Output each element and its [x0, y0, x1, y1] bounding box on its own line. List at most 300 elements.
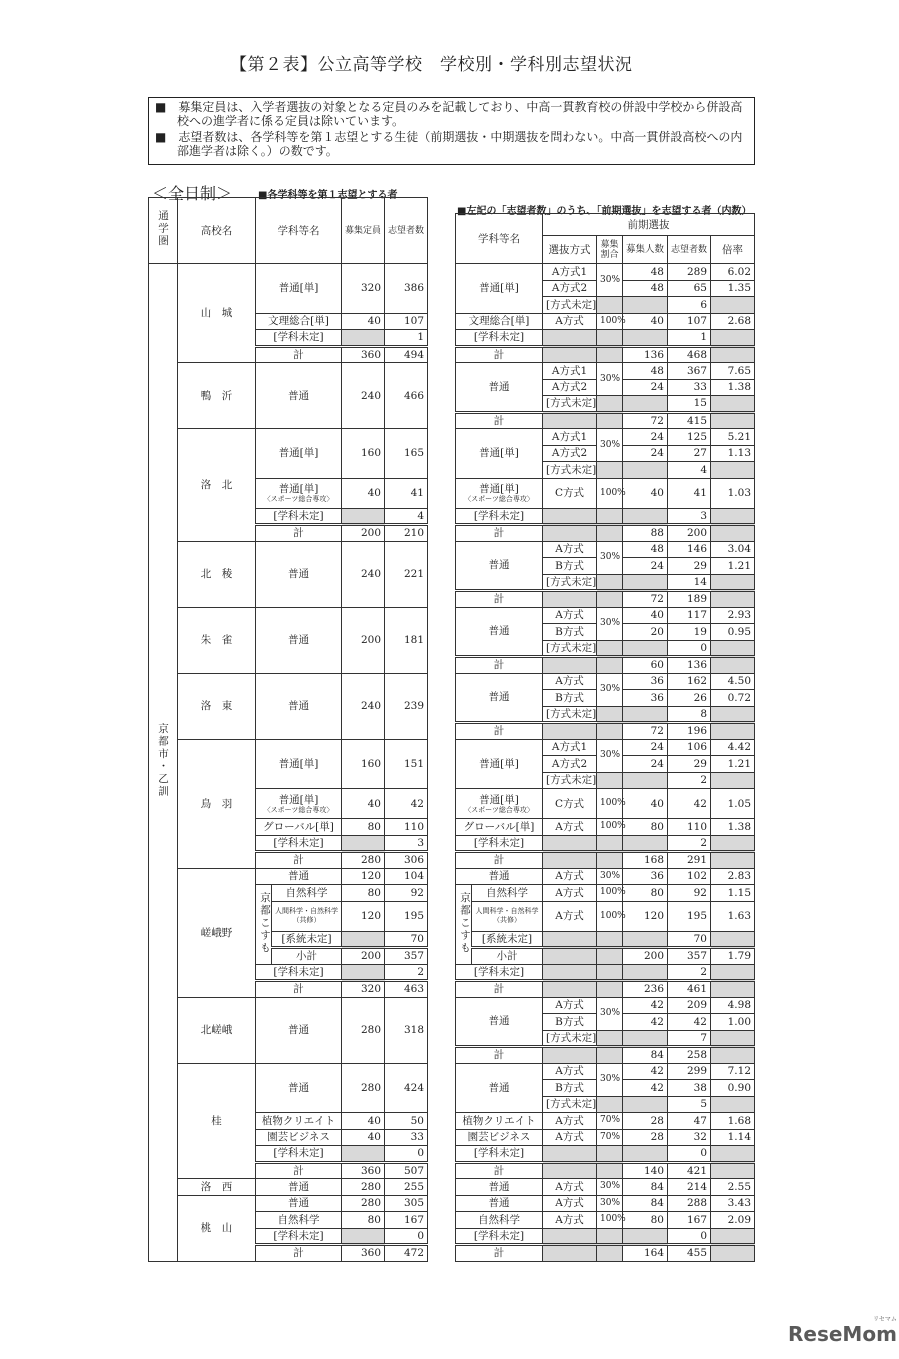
selection-method: A方式2 [543, 756, 597, 773]
rate-value: 1.68 [711, 1113, 755, 1130]
applicants-value: 14 [668, 574, 711, 591]
selection-method: A方式 [543, 885, 597, 902]
total-capacity: 200 [342, 525, 385, 542]
ratio-value [597, 835, 623, 852]
total-capacity: 280 [342, 852, 385, 869]
selection-method: A方式 [543, 901, 597, 931]
applicants-value: 289 [668, 264, 711, 281]
applicants-value: 424 [385, 1063, 428, 1113]
quota-value: 80 [623, 885, 668, 902]
ratio-value: 100% [597, 789, 623, 819]
capacity-value: 160 [342, 739, 385, 789]
ratio-value: 30% [597, 363, 623, 396]
quota-value: 42 [623, 1080, 668, 1097]
applicants-value: 125 [668, 429, 711, 446]
header-early-selection: 前期選抜 [543, 214, 755, 236]
selection-method: A方式1 [543, 739, 597, 756]
table-row [456, 313, 755, 330]
table-row [456, 789, 755, 819]
rate-value [711, 1030, 755, 1047]
notes-box [148, 97, 755, 165]
ratio-value: 30% [597, 673, 623, 706]
quota-value [623, 297, 668, 314]
selection-method: A方式 [543, 819, 597, 836]
applicants-value: 4 [385, 508, 428, 525]
course-name: [学科未定] [256, 330, 342, 347]
total-applicants: 291 [668, 852, 711, 869]
total-row [456, 1245, 755, 1262]
table-row [149, 607, 428, 624]
quota-value: 42 [623, 1063, 668, 1080]
total-ratio [597, 1245, 623, 1262]
applicants-value: 8 [668, 706, 711, 723]
selection-method: [方式未定] [543, 1030, 597, 1047]
course-name: 文理総合[単] [456, 313, 543, 330]
table-row [456, 1212, 755, 1229]
rate-value: 2.55 [711, 1179, 755, 1196]
rate-value: 1.13 [711, 445, 755, 462]
course-name: グローバル[単] [456, 819, 543, 836]
course-name: 普通 [456, 1195, 543, 1212]
selection-method: B方式 [543, 624, 597, 641]
course-name: 普通[単] 〈スポーツ総合専攻〉 [256, 478, 342, 508]
total-rate [711, 1245, 755, 1262]
ratio-value: 70% [597, 1129, 623, 1146]
rate-value [711, 1146, 755, 1163]
quota-value: 24 [623, 558, 668, 575]
rate-value: 1.35 [711, 280, 755, 297]
course-name: [系統未定] [472, 931, 543, 948]
table-row [456, 931, 755, 948]
applicants-value: 162 [668, 673, 711, 690]
selection-method: A方式2 [543, 379, 597, 396]
quota-value: 120 [623, 901, 668, 931]
ratio-value [597, 1146, 623, 1163]
selection-method: [方式未定] [543, 640, 597, 657]
ratio-value: 30% [597, 607, 623, 640]
applicants-value: 209 [668, 997, 711, 1014]
total-label: 計 [256, 981, 342, 998]
selection-method: A方式2 [543, 445, 597, 462]
quota-value: 40 [623, 789, 668, 819]
total-label: 計 [456, 981, 543, 998]
selection-method: A方式 [543, 1129, 597, 1146]
ratio-value: 30% [597, 997, 623, 1030]
school-name: 洛 北 [178, 429, 256, 542]
school-name: 桂 [178, 1063, 256, 1179]
course-name: 普通 [256, 1195, 342, 1212]
total-applicants: 455 [668, 1245, 711, 1262]
total-quota: 236 [623, 981, 668, 998]
quota-value [623, 330, 668, 347]
table-row [456, 997, 755, 1014]
applicants-value: 32 [668, 1129, 711, 1146]
total-ratio [597, 346, 623, 363]
total-ratio [597, 1162, 623, 1179]
selection-method: C方式 [543, 478, 597, 508]
table-row [149, 739, 428, 756]
rate-value [711, 964, 755, 981]
quota-value [623, 772, 668, 789]
selection-method: B方式 [543, 1080, 597, 1097]
total-rate [711, 346, 755, 363]
ratio-value [597, 772, 623, 789]
header-quota: 募集人数 [623, 236, 668, 264]
capacity-value: 160 [342, 429, 385, 479]
quota-value [623, 462, 668, 479]
course-group-label: 京都こすも [256, 885, 272, 965]
applicants-value: 41 [385, 478, 428, 508]
course-name: 普通 [256, 868, 342, 885]
course-name: 人間科学・自然科学（共修） [272, 901, 342, 931]
total-quota: 60 [623, 657, 668, 674]
table-row [456, 330, 755, 347]
course-name: 自然科学 [456, 1212, 543, 1229]
course-name: 普通 [256, 997, 342, 1063]
total-rate [711, 981, 755, 998]
applicants-value: 3 [385, 835, 428, 852]
course-name: 普通[単] [456, 739, 543, 789]
table-row [456, 478, 755, 508]
applicants-value: 5 [668, 1096, 711, 1113]
total-row [456, 723, 755, 740]
total-label: 計 [256, 1162, 342, 1179]
total-ratio [597, 981, 623, 998]
course-name: 普通 [456, 1179, 543, 1196]
course-name: 文理総合[単] [256, 313, 342, 330]
ratio-value [597, 574, 623, 591]
capacity-value: 240 [342, 673, 385, 739]
table-row [456, 1063, 755, 1080]
table-row [456, 1195, 755, 1212]
selection-method: A方式 [543, 868, 597, 885]
selection-method [543, 835, 597, 852]
selection-method: A方式1 [543, 429, 597, 446]
total-applicants: 200 [668, 525, 711, 542]
quota-value: 36 [623, 673, 668, 690]
applicants-value: 42 [668, 789, 711, 819]
school-name: 北嵯峨 [178, 997, 256, 1063]
quota-value: 200 [623, 948, 668, 965]
total-method [543, 723, 597, 740]
selection-method: [方式未定] [543, 462, 597, 479]
total-method [543, 981, 597, 998]
capacity-value [342, 931, 385, 948]
rate-value: 0.72 [711, 690, 755, 707]
selection-method: [方式未定] [543, 297, 597, 314]
course-name: 小計 [272, 948, 342, 965]
rate-value: 2.83 [711, 868, 755, 885]
capacity-value [342, 330, 385, 347]
total-applicants: 258 [668, 1047, 711, 1064]
total-method [543, 657, 597, 674]
course-name: 植物クリエイト [256, 1113, 342, 1130]
applicants-value: 4 [668, 462, 711, 479]
quota-value: 36 [623, 868, 668, 885]
course-name: 普通 [456, 541, 543, 591]
total-applicants: 196 [668, 723, 711, 740]
applicants-value: 357 [385, 948, 428, 965]
course-name: 普通 [456, 673, 543, 723]
school-name: 洛 東 [178, 673, 256, 739]
table-row [149, 1179, 428, 1196]
total-method [543, 852, 597, 869]
rate-value [711, 1096, 755, 1113]
quota-value [623, 1030, 668, 1047]
course-name: [学科未定] [456, 330, 543, 347]
applicants-value: 7 [668, 1030, 711, 1047]
table-row [149, 1063, 428, 1080]
quota-value: 24 [623, 739, 668, 756]
ratio-value: 100% [597, 885, 623, 902]
applicants-value: 2 [668, 835, 711, 852]
total-applicants: 136 [668, 657, 711, 674]
rate-value: 1.14 [711, 1129, 755, 1146]
capacity-value: 240 [342, 363, 385, 429]
applicants-value: 65 [668, 280, 711, 297]
note-applicants: ■ 志望者数は、各学科等を第１志望とする生徒（前期選抜・中期選抜を問わない。中高一貫併設高校への内部進学者は除く。）の数です。 [155, 130, 743, 158]
rate-value: 4.42 [711, 739, 755, 756]
ratio-value: 30% [597, 541, 623, 574]
capacity-value: 280 [342, 1195, 385, 1212]
applicants-value: 106 [668, 739, 711, 756]
applicants-value: 288 [668, 1195, 711, 1212]
selection-method [543, 948, 597, 965]
quota-value [623, 835, 668, 852]
table-row [456, 363, 755, 380]
capacity-value [342, 964, 385, 981]
capacity-value: 80 [342, 885, 385, 902]
quota-value [623, 706, 668, 723]
ratio-value: 100% [597, 901, 623, 931]
left-table-caption: ■各学科等を第１志望とする者 [258, 190, 398, 201]
applicants-value: 70 [668, 931, 711, 948]
ratio-value [597, 330, 623, 347]
course-name: 園芸ビジネス [456, 1129, 543, 1146]
total-ratio [597, 525, 623, 542]
quota-value: 42 [623, 1014, 668, 1031]
quota-value: 40 [623, 313, 668, 330]
rate-value: 1.21 [711, 756, 755, 773]
applicants-value: 107 [385, 313, 428, 330]
first-choice-table [148, 197, 428, 1262]
total-rate [711, 657, 755, 674]
total-row [456, 1162, 755, 1179]
course-name: 普通 [456, 363, 543, 413]
selection-method: A方式1 [543, 264, 597, 281]
note-capacity: ■ 募集定員は、入学者選抜の対象となる定員のみを記載しており、中高一貫教育校の併設中学校から併設高校への進学者に係る定員は除いています。 [155, 100, 743, 128]
total-rate [711, 591, 755, 608]
selection-method [543, 1228, 597, 1245]
total-label: 計 [256, 525, 342, 542]
quota-value [623, 1096, 668, 1113]
capacity-value: 240 [342, 541, 385, 607]
table-row [456, 901, 755, 931]
selection-method: A方式 [543, 673, 597, 690]
capacity-value: 120 [342, 868, 385, 885]
total-applicants: 463 [385, 981, 428, 998]
course-name: 自然科学 [272, 885, 342, 902]
quota-value: 80 [623, 819, 668, 836]
selection-method: C方式 [543, 789, 597, 819]
rate-value: 0.95 [711, 624, 755, 641]
applicants-value: 19 [668, 624, 711, 641]
course-name: [学科未定] [256, 508, 342, 525]
table-row [149, 541, 428, 558]
capacity-value: 320 [342, 264, 385, 314]
total-quota: 164 [623, 1245, 668, 1262]
table-row [149, 673, 428, 690]
capacity-value: 120 [342, 901, 385, 931]
ratio-value: 100% [597, 478, 623, 508]
rate-value [711, 931, 755, 948]
quota-value: 48 [623, 264, 668, 281]
district-cell: 京都市・乙訓 [149, 264, 178, 1262]
applicants-value: 26 [668, 690, 711, 707]
rate-value [711, 640, 755, 657]
rate-value [711, 772, 755, 789]
rate-value: 4.50 [711, 673, 755, 690]
course-name: 普通[単] 〈スポーツ総合専攻〉 [256, 789, 342, 819]
total-method [543, 1245, 597, 1262]
early-selection-table [455, 213, 755, 1262]
course-name: [学科未定] [456, 964, 543, 981]
course-group-label: 京都こすも [456, 885, 472, 965]
applicants-value: 38 [668, 1080, 711, 1097]
quota-value: 42 [623, 997, 668, 1014]
capacity-value [342, 835, 385, 852]
quota-value: 40 [623, 607, 668, 624]
ratio-value: 30% [597, 264, 623, 297]
applicants-value: 110 [385, 819, 428, 836]
ratio-value: 30% [597, 429, 623, 462]
selection-method [543, 508, 597, 525]
selection-method: A方式 [543, 1063, 597, 1080]
quota-value [623, 1146, 668, 1163]
total-applicants: 421 [668, 1162, 711, 1179]
course-name: 園芸ビジネス [256, 1129, 342, 1146]
applicants-value: 181 [385, 607, 428, 673]
total-label: 計 [456, 591, 543, 608]
selection-method: A方式 [543, 997, 597, 1014]
total-capacity: 360 [342, 346, 385, 363]
rate-value: 1.00 [711, 1014, 755, 1031]
rate-value: 1.15 [711, 885, 755, 902]
rate-value: 1.79 [711, 948, 755, 965]
total-applicants: 494 [385, 346, 428, 363]
capacity-value [342, 508, 385, 525]
rate-value: 7.12 [711, 1063, 755, 1080]
quota-value [623, 508, 668, 525]
total-rate [711, 723, 755, 740]
quota-value: 84 [623, 1195, 668, 1212]
applicants-value: 151 [385, 739, 428, 789]
ratio-value: 30% [597, 1195, 623, 1212]
quota-value [623, 1228, 668, 1245]
course-name: 普通 [456, 607, 543, 657]
rate-value: 2.68 [711, 313, 755, 330]
total-row [456, 981, 755, 998]
applicants-value: 110 [668, 819, 711, 836]
table-row [456, 868, 755, 885]
table-row [456, 948, 755, 965]
course-name: 普通 [256, 1179, 342, 1196]
total-applicants: 306 [385, 852, 428, 869]
table-row [456, 1146, 755, 1163]
header-applicants: 志望者数 [668, 236, 711, 264]
course-name: [学科未定] [256, 835, 342, 852]
total-quota: 168 [623, 852, 668, 869]
table-row [456, 885, 755, 902]
ratio-value [597, 948, 623, 965]
rate-value: 1.63 [711, 901, 755, 931]
applicants-value: 1 [668, 330, 711, 347]
capacity-value: 40 [342, 789, 385, 819]
ratio-value [597, 297, 623, 314]
selection-method: A方式2 [543, 280, 597, 297]
course-name: 普通 [256, 673, 342, 739]
ratio-value [597, 1096, 623, 1113]
applicants-value: 15 [668, 396, 711, 413]
rate-value: 1.03 [711, 478, 755, 508]
course-name: [学科未定] [256, 1146, 342, 1163]
quota-value: 24 [623, 429, 668, 446]
course-name: 普通 [456, 997, 543, 1047]
course-name: 普通[単] [256, 739, 342, 789]
ratio-value: 30% [597, 1063, 623, 1096]
course-name: 普通[単] [256, 264, 342, 314]
selection-method: [方式未定] [543, 706, 597, 723]
total-row [456, 346, 755, 363]
quota-value: 40 [623, 478, 668, 508]
rate-value [711, 1228, 755, 1245]
school-name: 鴨 沂 [178, 363, 256, 429]
total-rate [711, 852, 755, 869]
selection-method: [方式未定] [543, 396, 597, 413]
total-applicants: 472 [385, 1245, 428, 1262]
rate-value: 5.21 [711, 429, 755, 446]
selection-method: A方式 [543, 1179, 597, 1196]
applicants-value: 2 [385, 964, 428, 981]
selection-method: B方式 [543, 690, 597, 707]
applicants-value: 299 [668, 1063, 711, 1080]
school-name: 桃 山 [178, 1195, 256, 1261]
course-name: 普通[単] [256, 429, 342, 479]
applicants-value: 367 [668, 363, 711, 380]
total-quota: 88 [623, 525, 668, 542]
applicants-value: 29 [668, 756, 711, 773]
applicants-value: 27 [668, 445, 711, 462]
rate-value: 2.09 [711, 1212, 755, 1229]
total-applicants: 189 [668, 591, 711, 608]
applicants-value: 33 [668, 379, 711, 396]
applicants-value: 41 [668, 478, 711, 508]
course-name: 普通 [456, 868, 543, 885]
course-name: 人間科学・自然科学（共修） [472, 901, 543, 931]
total-label: 計 [456, 1245, 543, 1262]
capacity-value: 200 [342, 607, 385, 673]
total-method [543, 591, 597, 608]
quota-value: 28 [623, 1113, 668, 1130]
ratio-value: 100% [597, 819, 623, 836]
course-name: 普通 [456, 1063, 543, 1113]
resemom-logo: ReseMom リセマム [788, 1316, 897, 1346]
total-label: 計 [256, 346, 342, 363]
table-row [456, 819, 755, 836]
quota-value: 84 [623, 1179, 668, 1196]
applicants-value: 33 [385, 1129, 428, 1146]
applicants-value: 195 [668, 901, 711, 931]
